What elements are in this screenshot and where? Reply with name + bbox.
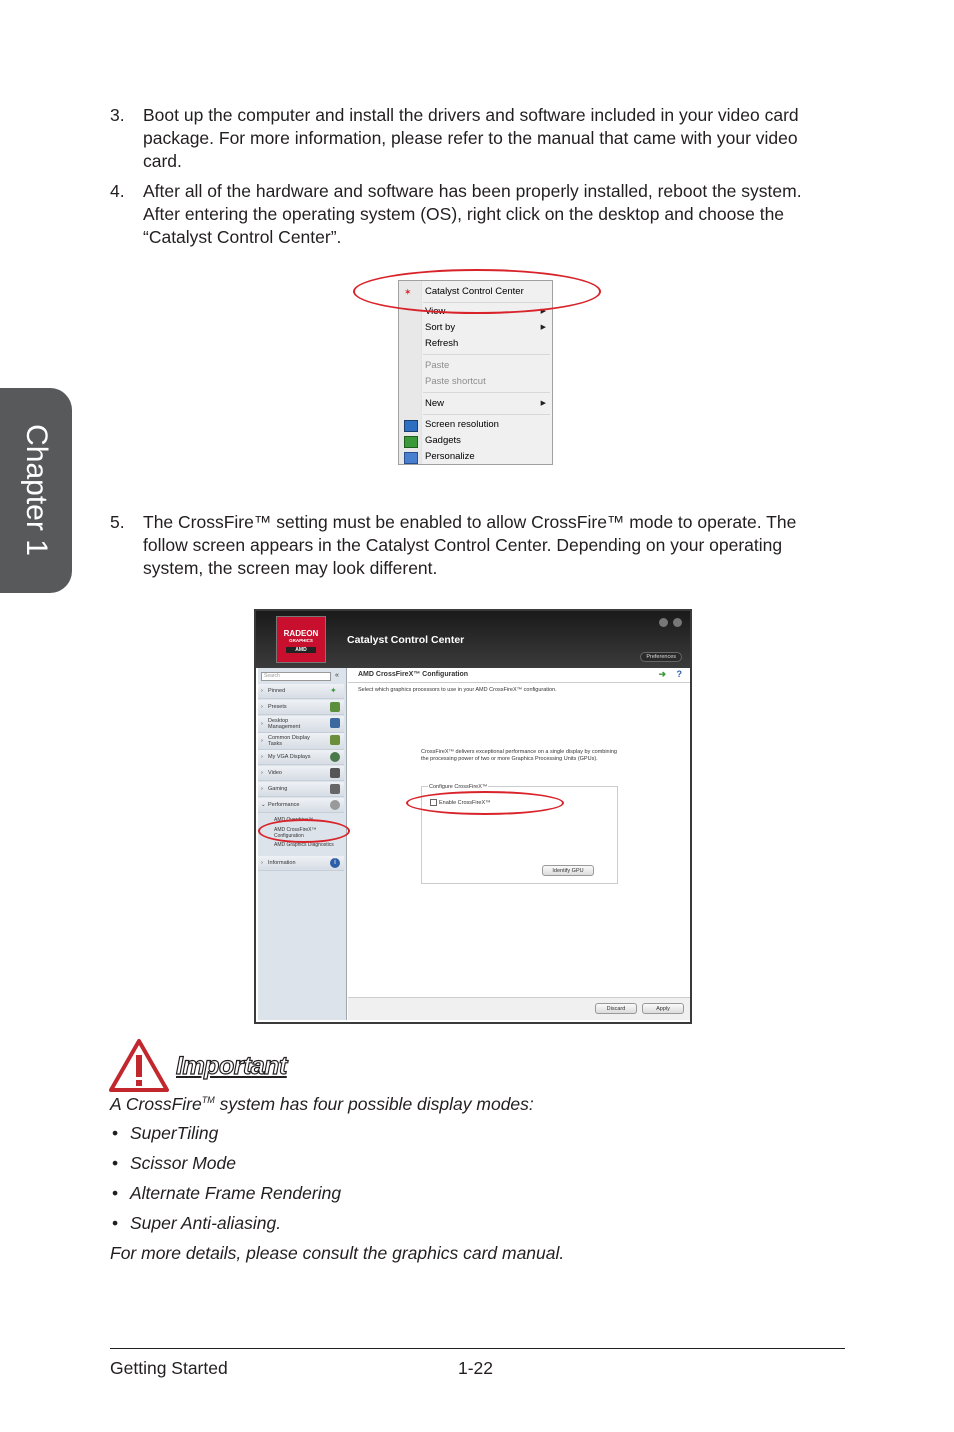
menu-item-catalyst[interactable]: Catalyst Control Center: [425, 286, 524, 297]
highlight-circle: [406, 791, 564, 815]
bullet-item: • Alternate Frame Rendering: [112, 1183, 342, 1203]
menu-item-screen-resolution[interactable]: Screen resolution: [425, 419, 499, 430]
step-5: [110, 511, 830, 580]
menu-item-personalize[interactable]: Personalize: [425, 451, 475, 462]
menu-item-new[interactable]: New: [425, 398, 445, 409]
help-icon[interactable]: ?: [676, 669, 682, 679]
globe-icon: [330, 752, 340, 762]
submenu-arrow-icon: ▶: [540, 324, 546, 331]
crossfire-description: CrossFireX™ delivers exceptional performance on a single display by combining the processing power of two or more Graphics Processing Units (GPUs).: [421, 749, 617, 762]
sidebar-item-performance[interactable]: ⌄ Performance: [258, 798, 344, 813]
enable-crossfire-checkbox[interactable]: Enable CrossFireX™: [430, 799, 491, 806]
radeon-logo: RADEON GRAPHICS AMD: [276, 616, 326, 663]
configure-label: Configure CrossFireX™: [429, 784, 488, 790]
video-icon: [330, 768, 340, 778]
warning-icon: [108, 1038, 170, 1093]
step-4: [110, 180, 830, 249]
important-heading: Important: [176, 1052, 287, 1080]
sub-item-graphics-diagnostics[interactable]: AMD Graphics Diagnostics: [274, 842, 334, 848]
step-text: Boot up the computer and install the drivers and software included in your video card package. For more information, please refer to the manual that came with your video card.: [143, 105, 799, 171]
desktop-icon: [330, 718, 340, 728]
identify-gpu-button[interactable]: Identify GPU: [542, 865, 594, 876]
submenu-arrow-icon: ▶: [540, 308, 546, 315]
apply-button[interactable]: Apply: [642, 1003, 684, 1014]
preferences-button[interactable]: Preferences: [640, 652, 682, 662]
step-number: 4.: [110, 181, 125, 201]
page-description: Select which graphics processors to use in your AMD CrossFireX™ configuration.: [358, 687, 557, 693]
footer-section-title: Getting Started: [110, 1358, 228, 1378]
menu-item-view[interactable]: View: [425, 306, 446, 317]
page-title: AMD CrossFireX™ Configuration: [358, 671, 469, 678]
sidebar-item-presets[interactable]: › Presets: [258, 700, 344, 715]
search-input[interactable]: Search: [261, 672, 331, 681]
footer-divider: [110, 1348, 845, 1349]
step-text: The CrossFire™ setting must be enabled to allow CrossFire™ mode to operate. The follow screen appears in the Catalyst Control Center. Depending on your operating system, the screen may look different.: [143, 512, 797, 578]
bullet-item: • Scissor Mode: [112, 1153, 237, 1173]
catalyst-control-center-window: [254, 609, 692, 1024]
step-number: 5.: [110, 512, 125, 532]
button-bar: [348, 997, 690, 1020]
menu-item-gadgets[interactable]: Gadgets: [425, 435, 461, 446]
sub-item-crossfirex-configuration[interactable]: AMD CrossFireX™ Configuration: [274, 827, 317, 839]
ccc-title: Catalyst Control Center: [347, 634, 465, 646]
gauge-icon: [330, 800, 340, 810]
page-number: 1-22: [458, 1358, 494, 1378]
gaming-icon: [330, 784, 340, 794]
menu-item-paste: Paste: [425, 360, 450, 371]
sub-item-overdrive[interactable]: AMD Overdrive™: [274, 817, 314, 823]
menu-item-refresh[interactable]: Refresh: [425, 338, 459, 349]
highlight-circle: [353, 269, 601, 314]
bullet-item: • SuperTiling: [112, 1123, 219, 1143]
monitor-icon: [404, 420, 418, 432]
collapse-icon[interactable]: «: [335, 672, 339, 679]
page-header: [348, 668, 690, 683]
menu-item-sort-by[interactable]: Sort by: [425, 322, 456, 333]
chapter-tab-label: Chapter 1: [20, 424, 53, 556]
ccc-main-panel: [348, 668, 690, 1020]
step-3: [110, 104, 830, 173]
sidebar-item-desktop-management[interactable]: › Desktop Management: [258, 716, 344, 733]
pin-icon: ✦: [330, 686, 337, 695]
bullet-item: • Super Anti-aliasing.: [112, 1213, 282, 1233]
ccc-sidebar: [258, 668, 347, 1020]
close-icon[interactable]: [673, 618, 682, 627]
sidebar-item-my-vga-displays[interactable]: › My VGA Displays: [258, 750, 344, 765]
sidebar-item-video[interactable]: › Video: [258, 766, 344, 781]
ccc-header: [256, 611, 690, 668]
step-text: After all of the hardware and software has been properly installed, reboot the system. After entering the operating system (OS), right click on the desktop and choose the “Catalyst Control Center”.: [143, 181, 802, 247]
discard-button[interactable]: Discard: [595, 1003, 637, 1014]
pin-page-icon[interactable]: ➜: [658, 669, 666, 679]
personalize-icon: [404, 452, 418, 464]
sidebar-item-information[interactable]: › Information i: [258, 856, 344, 871]
minimize-icon[interactable]: [659, 618, 668, 627]
important-note: For more details, please consult the graphics card manual.: [110, 1243, 565, 1263]
info-icon: i: [330, 858, 340, 868]
sidebar-item-pinned[interactable]: › Pinned ✦: [258, 684, 344, 699]
menu-item-paste-shortcut: Paste shortcut: [425, 376, 486, 387]
sidebar-item-gaming[interactable]: › Gaming: [258, 782, 344, 797]
important-intro: A CrossFire™ system has four possible display modes:: [110, 1094, 534, 1114]
sidebar-item-common-display-tasks[interactable]: › Common Display Tasks: [258, 733, 344, 750]
gadgets-icon: [404, 436, 418, 448]
display-tasks-icon: [330, 735, 340, 745]
presets-icon: [330, 702, 340, 712]
catalyst-icon: ✶: [404, 287, 412, 297]
step-number: 3.: [110, 105, 125, 125]
submenu-arrow-icon: ▶: [540, 400, 546, 407]
highlight-circle: [258, 819, 350, 843]
